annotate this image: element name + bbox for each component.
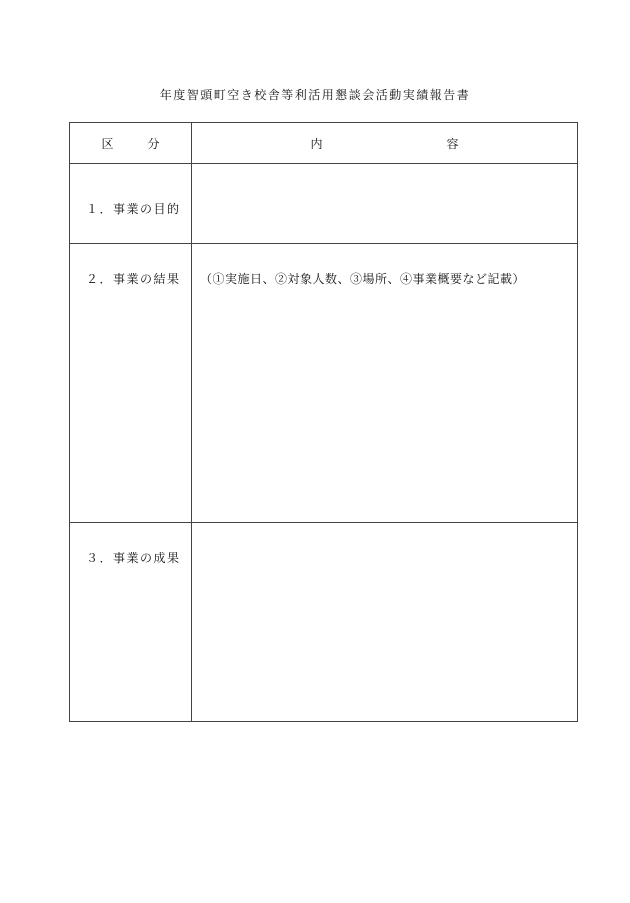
category-header: [70, 123, 192, 164]
row-label-cell: [70, 164, 192, 244]
table-row: [70, 523, 578, 722]
result-label: ２．事業の結果: [86, 272, 181, 286]
result-content: （①実施日、②対象人数、③場所、④事業概要など記載）: [200, 272, 526, 286]
category-header-char-1: 区: [101, 136, 114, 151]
purpose-label: １．事業の目的: [86, 202, 181, 216]
document-title: 年度智頭町空き校舎等利活用懇談会活動実績報告書: [159, 88, 471, 102]
content-header-char-1: 内: [310, 136, 323, 151]
content-header: [192, 123, 578, 164]
content-header-char-2: 容: [446, 136, 459, 151]
category-header-char-2: 分: [147, 136, 160, 151]
purpose-content: [192, 164, 577, 190]
report-table: [69, 122, 578, 722]
row-label-cell: [70, 244, 192, 523]
table-row: [70, 244, 578, 523]
result-content-cell[interactable]: [192, 244, 578, 523]
outcome-content-cell[interactable]: [192, 523, 578, 722]
table-row: [70, 164, 578, 244]
table-header-row: [70, 123, 578, 164]
outcome-label: ３．事業の成果: [86, 551, 181, 565]
outcome-content: [192, 523, 577, 549]
purpose-content-cell[interactable]: [192, 164, 578, 244]
row-label-cell: [70, 523, 192, 722]
